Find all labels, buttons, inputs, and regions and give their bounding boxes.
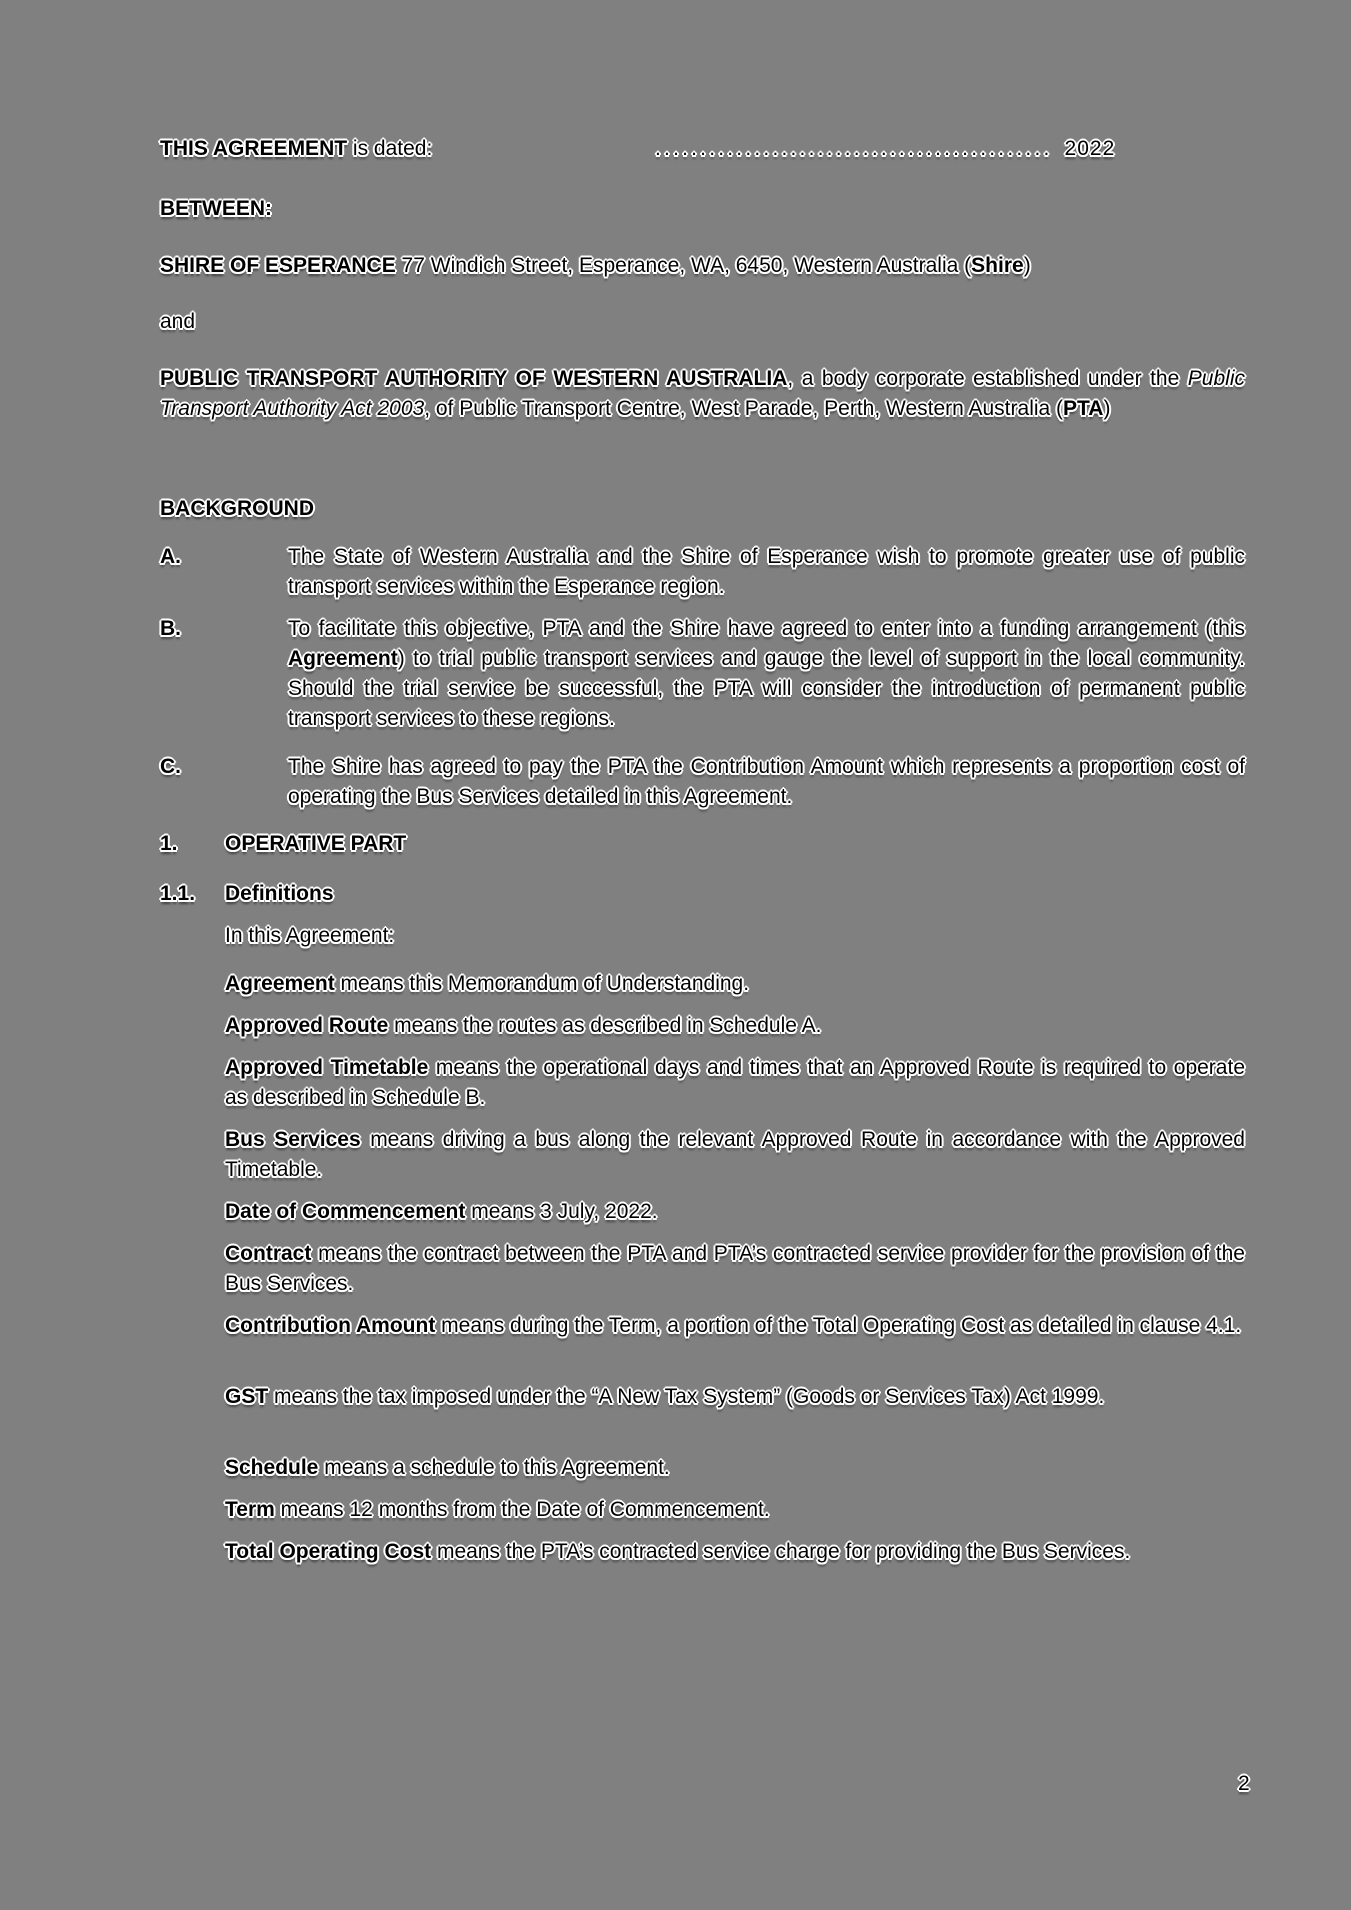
definition-text: means driving a bus along the relevant Approved Route in accordance with the Approved Timetable. <box>225 1128 1245 1181</box>
recital-a <box>160 542 1245 602</box>
definition-term: Approved Route <box>225 1014 389 1037</box>
definition-gst <box>160 1382 1245 1412</box>
recital-b-bold-word: Agreement <box>288 647 398 670</box>
definition-text: means the routes as described in Schedule A. <box>388 1014 822 1037</box>
recital-b-label: B. <box>160 617 181 640</box>
section-1-heading <box>160 829 1245 859</box>
definition-text: means 12 months from the Date of Commencement. <box>274 1498 770 1521</box>
clause-1-1-number: 1.1. <box>160 882 196 905</box>
recital-c <box>160 752 1245 812</box>
definition-text: means the tax imposed under the “A New Tax System” (Goods or Services Tax) Act 1999. <box>268 1385 1105 1408</box>
party-pta-act: Public Transport Authority Act 2003 <box>160 367 1245 420</box>
party-shire-name: SHIRE OF ESPERANCE <box>160 254 396 277</box>
definition-term: Schedule <box>225 1456 319 1479</box>
page-number: 2 <box>1238 1772 1250 1795</box>
clause-1-1-title: Definitions <box>225 882 334 905</box>
definition-contribution-amount <box>160 1311 1245 1341</box>
agreement-dated-line <box>160 134 1245 164</box>
definition-text: means the contract between the PTA and PTA’s contracted service provider for the provision of the Bus Services. <box>225 1242 1245 1295</box>
recital-c-label: C. <box>160 755 181 778</box>
definition-term: Date of Commencement <box>225 1200 466 1223</box>
definition-term <box>160 1495 1245 1525</box>
definition-term: GST <box>225 1385 269 1408</box>
definition-schedule <box>160 1453 1245 1483</box>
recital-b-text-2: ) to trial public transport services and gauge the level of support in the local community. Should the trial service be successful, the PTA will consider the introduction of permanent public transport services to these regions. <box>288 647 1245 730</box>
definitions-intro: In this Agreement: <box>225 924 395 947</box>
date-year: 2022 <box>1064 137 1116 160</box>
definition-agreement <box>160 969 1245 999</box>
definition-date-of-commencement <box>160 1197 1245 1227</box>
party-shire <box>160 251 1245 281</box>
dated-line-rest: is dated: <box>347 137 433 160</box>
definition-term: Term <box>225 1498 275 1521</box>
definition-text: means during the Term, a portion of the Total Operating Cost as detailed in clause 4.1. <box>435 1314 1242 1337</box>
definition-term: Bus Services <box>225 1128 361 1151</box>
definition-text: means the operational days and times that an Approved Route is required to operate as described in Schedule B. <box>225 1056 1245 1109</box>
party-pta-name: PUBLIC TRANSPORT AUTHORITY OF WESTERN AUSTRALIA <box>160 367 788 390</box>
between-label: BETWEEN: <box>160 197 272 220</box>
section-1-number: 1. <box>160 832 178 855</box>
date-leader-dots: ............................................ <box>655 137 1053 160</box>
definition-text: means 3 July, 2022. <box>465 1200 658 1223</box>
party-pta-short-name: PTA <box>1063 397 1104 420</box>
clause-1-1-heading <box>160 879 1245 909</box>
definition-term: Agreement <box>225 972 335 995</box>
party-pta-details-1: , a body corporate established under the <box>787 367 1188 390</box>
date-leader <box>655 134 1115 164</box>
definition-text: means a schedule to this Agreement. <box>318 1456 670 1479</box>
dated-line-bold: THIS AGREEMENT <box>160 137 348 160</box>
definition-term: Contract <box>225 1242 312 1265</box>
recital-a-label: A. <box>160 545 181 568</box>
recital-b <box>160 614 1245 734</box>
definition-term: Total Operating Cost <box>225 1540 432 1563</box>
party-shire-short-name: Shire <box>971 254 1024 277</box>
recital-a-text: The State of Western Australia and the Shire of Esperance wish to promote greater use of public transport services within the Esperance region. <box>288 545 1245 598</box>
definition-bus-services <box>160 1125 1245 1185</box>
party-pta-close: ) <box>1103 397 1111 420</box>
definition-total-operating-cost <box>160 1537 1245 1567</box>
definition-text: means the PTA’s contracted service charge for providing the Bus Services. <box>431 1540 1131 1563</box>
party-shire-close: ) <box>1023 254 1031 277</box>
party-shire-details: 77 Windich Street, Esperance, WA, 6450, Western Australia ( <box>395 254 972 277</box>
party-pta <box>160 364 1245 424</box>
definition-text: means this Memorandum of Understanding. <box>334 972 750 995</box>
definition-contract <box>160 1239 1245 1299</box>
definition-term: Approved Timetable <box>225 1056 429 1079</box>
definition-term: Contribution Amount <box>225 1314 436 1337</box>
conjunction-and: and <box>160 310 196 333</box>
definition-approved-timetable <box>160 1053 1245 1113</box>
recital-c-text: The Shire has agreed to pay the PTA the Contribution Amount which represents a proportion cost of operating the Bus Services detailed in this Agreement. <box>288 755 1245 808</box>
section-1-title: OPERATIVE PART <box>225 832 407 855</box>
party-pta-details-2: , of Public Transport Centre, West Parade, Perth, Western Australia ( <box>424 397 1064 420</box>
recital-b-text-1: To facilitate this objective, PTA and the Shire have agreed to enter into a funding arrangement (this <box>288 617 1245 640</box>
background-heading: BACKGROUND <box>160 497 314 520</box>
definition-approved-route <box>160 1011 1245 1041</box>
